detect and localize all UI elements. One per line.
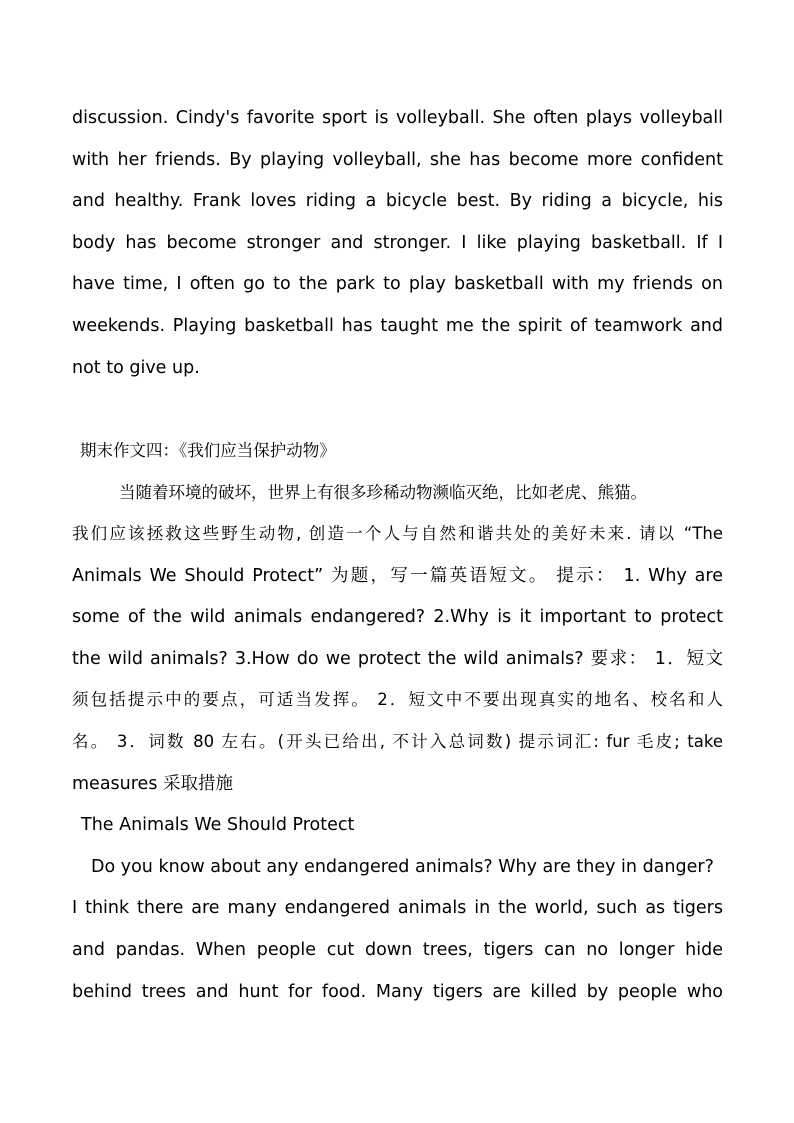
paragraph-line: have time, I often go to the park to play basketball with my friends on [72, 274, 723, 294]
paragraph-line: weekends. Playing basketball has taught me the spirit of teamwork and [72, 316, 723, 336]
essay-line: and pandas. When people cut down trees, tigers can no longer hide [72, 940, 723, 960]
prompt-line: Animals We Should Protect” 为题，写一篇英语短文。 提示： 1. Why are [72, 566, 723, 586]
prompt-line: 我们应该拯救这些野生动物, 创造一个人与自然和谐共处的美好未来. 请以 “The [72, 524, 723, 543]
prompt-line: 当随着环境的破坏，世界上有很多珍稀动物濒临灭绝，比如老虎、熊猫。 [119, 483, 647, 502]
paragraph-line: discussion. Cindy's favorite sport is volleyball. She often plays volleyball [72, 108, 723, 128]
paragraph-line: with her friends. By playing volleyball, she has become more confident [72, 150, 723, 170]
section-heading: 期末作文四：《我们应当保护动物》 [80, 441, 336, 460]
essay-line: I think there are many endangered animals in the world, such as tigers [72, 898, 723, 918]
essay-line: Do you know about any endangered animals? Why are they in danger? [91, 857, 714, 877]
paragraph-line: body has become stronger and stronger. I like playing basketball. If I [72, 233, 723, 253]
prompt-line: measures 采取措施 [72, 774, 234, 794]
prompt-line: 名。 3．词数 80 左右。(开头已给出, 不计入总词数) 提示词汇: fur 毛皮; take [72, 732, 723, 751]
paragraph-line: and healthy. Frank loves riding a bicycle best. By riding a bicycle, his [72, 191, 723, 211]
essay-title: The Animals We Should Protect [81, 815, 355, 835]
prompt-line: some of the wild animals endangered? 2.Why is it important to protect [72, 607, 723, 627]
prompt-line: the wild animals? 3.How do we protect the wild animals? 要求： 1．短文 [72, 649, 723, 669]
prompt-line: 须包括提示中的要点，可适当发挥。 2．短文中不要出现真实的地名、校名和人 [72, 690, 723, 709]
essay-line: behind trees and hunt for food. Many tigers are killed by people who [72, 982, 723, 1002]
paragraph-line: not to give up. [72, 358, 200, 378]
